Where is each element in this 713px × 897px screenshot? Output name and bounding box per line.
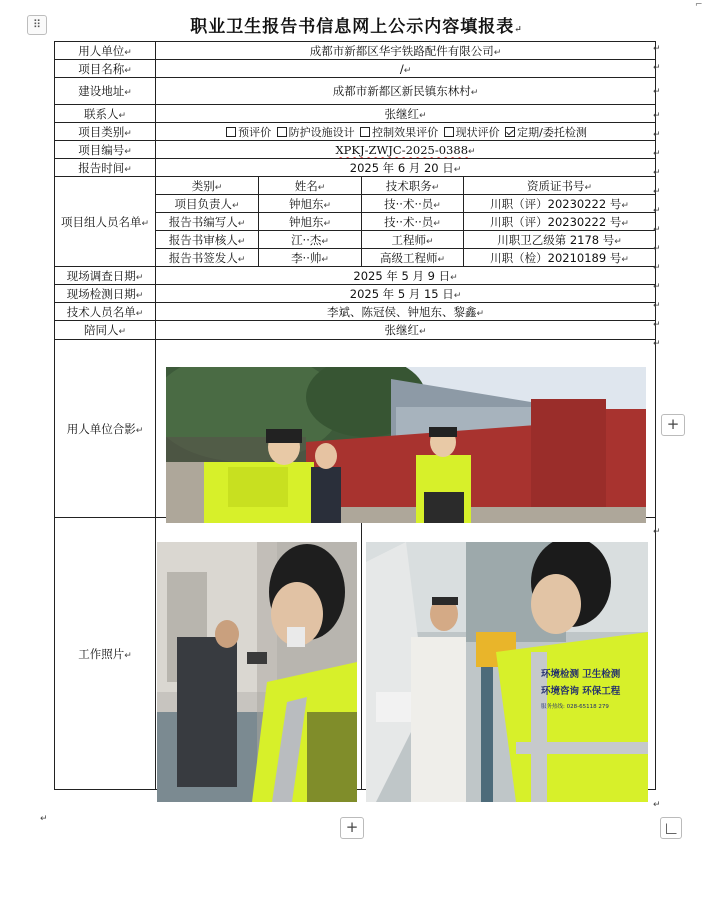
checkbox-icon xyxy=(226,127,236,137)
team-cell[interactable]: 报告书编写人↵ xyxy=(156,213,259,231)
row-end-mark: ↵ xyxy=(653,339,661,349)
label-contact: 联系人↵ xyxy=(55,105,156,123)
group-photo-image xyxy=(166,367,646,523)
category-option-control[interactable]: 控制效果评价 xyxy=(358,126,438,139)
team-cell[interactable]: 技··术··员↵ xyxy=(362,195,464,213)
team-header-role: 类别↵ xyxy=(156,177,259,195)
value-report-time[interactable]: 2025 年 6 月 20 日↵ xyxy=(156,159,656,177)
row-team-header xyxy=(55,177,656,195)
label-employer: 用人单位↵ xyxy=(55,42,156,60)
label-work-photos: 工作照片↵ xyxy=(55,518,156,790)
team-cell[interactable]: 川职（评）20230222 号↵ xyxy=(464,195,656,213)
add-column-button[interactable]: + xyxy=(661,414,685,436)
checkbox-icon xyxy=(277,127,287,137)
group-photo[interactable] xyxy=(166,367,646,523)
team-cell[interactable]: 川职（检）20210189 号↵ xyxy=(464,249,656,267)
label-team: 项目组人员名单↵ xyxy=(55,177,156,267)
label-test-date: 现场检测日期↵ xyxy=(55,285,156,303)
row-employer xyxy=(55,42,656,60)
add-row-button[interactable]: + xyxy=(340,817,364,839)
row-end-mark: ↵ xyxy=(653,225,661,235)
row-category xyxy=(55,123,656,141)
team-cell[interactable]: 技··术··员↵ xyxy=(362,213,464,231)
work-photo-2-image xyxy=(366,542,648,802)
label-category: 项目类别↵ xyxy=(55,123,156,141)
row-survey-date xyxy=(55,267,656,285)
value-project-name[interactable]: /↵ xyxy=(156,60,656,78)
row-contact xyxy=(55,105,656,123)
label-technicians: 技术人员名单↵ xyxy=(55,303,156,321)
person-2 xyxy=(311,443,341,523)
row-end-mark: ↵ xyxy=(653,320,661,330)
team-cell[interactable]: 报告书签发人↵ xyxy=(156,249,259,267)
value-contact[interactable]: 张继红↵ xyxy=(156,105,656,123)
row-end-mark: ↵ xyxy=(653,800,661,810)
row-end-mark: ↵ xyxy=(653,168,661,178)
row-end-mark: ↵ xyxy=(653,87,661,97)
row-project-name xyxy=(55,60,656,78)
row-end-mark: ↵ xyxy=(653,130,661,140)
team-cell[interactable]: 工程师↵ xyxy=(362,231,464,249)
vest-text-line-2: 环境咨询 环保工程 xyxy=(541,686,621,697)
work-photo-1-image xyxy=(157,542,357,802)
row-project-no xyxy=(55,141,656,159)
vest-text-line-1: 环境检测 卫生检测 xyxy=(541,669,621,680)
value-employer[interactable]: 成都市新都区华宇铁路配件有限公司↵ xyxy=(156,42,656,60)
label-companion: 陪同人↵ xyxy=(55,321,156,340)
row-companion xyxy=(55,321,656,340)
team-cell[interactable]: 项目负责人↵ xyxy=(156,195,259,213)
value-technicians[interactable]: 李斌、陈冠侯、钟旭东、黎鑫↵ xyxy=(156,303,656,321)
team-header-cert: 资质证书号↵ xyxy=(464,177,656,195)
checkbox-icon xyxy=(360,127,370,137)
category-option-design[interactable]: 防护设施设计 xyxy=(275,126,355,139)
label-address: 建设地址↵ xyxy=(55,78,156,105)
checkbox-checked-icon xyxy=(505,127,515,137)
row-test-date xyxy=(55,285,656,303)
page-title: 职业卫生报告书信息网上公示内容填报表↵ xyxy=(190,17,523,37)
row-end-mark: ↵ xyxy=(653,263,661,273)
row-end-mark: ↵ xyxy=(653,111,661,121)
value-project-no[interactable]: XPKJ-ZWJC-2025-0388↵ xyxy=(156,141,656,159)
value-companion[interactable]: 张继红↵ xyxy=(156,321,656,340)
team-cell[interactable]: 李··帅↵ xyxy=(259,249,362,267)
label-project-name: 项目名称↵ xyxy=(55,60,156,78)
team-cell[interactable]: 江··杰↵ xyxy=(259,231,362,249)
label-project-no: 项目编号↵ xyxy=(55,141,156,159)
row-end-mark: ↵ xyxy=(653,527,661,537)
row-end-mark: ↵ xyxy=(653,301,661,311)
resize-table-icon[interactable] xyxy=(660,817,682,839)
row-end-mark: ↵ xyxy=(653,282,661,292)
row-technicians xyxy=(55,303,656,321)
category-option-pre[interactable]: 预评价 xyxy=(224,126,271,139)
team-header-name: 姓名↵ xyxy=(259,177,362,195)
value-test-date[interactable]: 2025 年 5 月 15 日↵ xyxy=(156,285,656,303)
team-cell[interactable]: 报告书审核人↵ xyxy=(156,231,259,249)
row-end-mark: ↵ xyxy=(653,149,661,159)
team-header-title: 技术职务↵ xyxy=(362,177,464,195)
table-move-handle-icon[interactable]: ⠿ xyxy=(27,15,47,35)
corner-mark: ⌐ xyxy=(695,0,703,10)
paragraph-mark: ↵ xyxy=(40,814,48,824)
row-address xyxy=(55,78,656,105)
category-option-periodic[interactable]: 定期/委托检测 xyxy=(503,126,587,139)
value-category xyxy=(156,123,656,141)
row-end-mark: ↵ xyxy=(653,63,661,73)
team-cell[interactable]: 高级工程师↵ xyxy=(362,249,464,267)
row-end-mark: ↵ xyxy=(653,44,661,54)
team-cell[interactable]: 川职卫乙级第 2178 号↵ xyxy=(464,231,656,249)
vest-text-line-3: 服务热线: 028-65118 279 xyxy=(541,704,609,710)
label-survey-date: 现场调查日期↵ xyxy=(55,267,156,285)
value-address[interactable]: 成都市新都区新民镇东林村↵ xyxy=(156,78,656,105)
row-end-mark: ↵ xyxy=(653,244,661,254)
checkbox-icon xyxy=(444,127,454,137)
row-end-mark: ↵ xyxy=(653,206,661,216)
work-photo-1[interactable] xyxy=(157,542,357,802)
value-survey-date[interactable]: 2025 年 5 月 9 日↵ xyxy=(156,267,656,285)
work-photo-2[interactable] xyxy=(366,542,648,802)
category-option-status[interactable]: 现状评价 xyxy=(442,126,500,139)
label-report-time: 报告时间↵ xyxy=(55,159,156,177)
team-cell[interactable]: 川职（评）20230222 号↵ xyxy=(464,213,656,231)
row-end-mark: ↵ xyxy=(653,187,661,197)
row-report-time xyxy=(55,159,656,177)
team-cell[interactable]: 钟旭东↵ xyxy=(259,195,362,213)
team-cell[interactable]: 钟旭东↵ xyxy=(259,213,362,231)
label-group-photo: 用人单位合影↵ xyxy=(55,340,156,518)
